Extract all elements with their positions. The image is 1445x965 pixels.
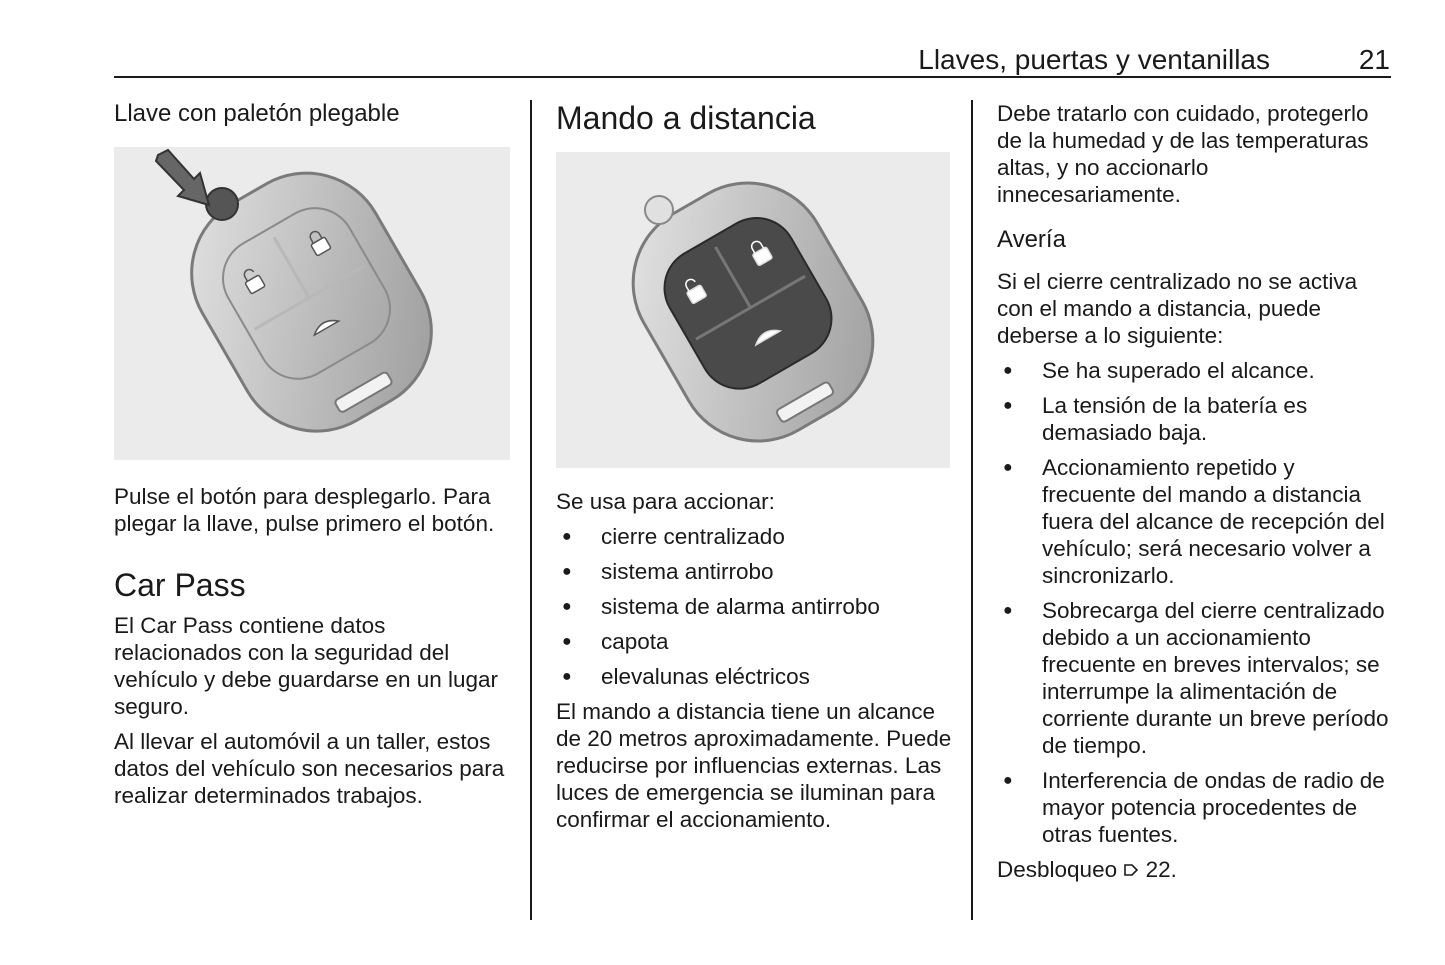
remote-range-paragraph: El mando a distancia tiene un alcance de 20 metros aproximadamente. Puede reducirse por influencias externas. Las luces de emergencia se iluminan para confirmar el accionamiento. <box>556 699 952 832</box>
list-item: ● Accionamiento repetido y frecuente del mando a distancia fuera del alcance de recepción del vehículo; será necesario volver a sincronizarlo. <box>997 454 1393 589</box>
list-item: ● Se ha superado el alcance. <box>997 357 1393 384</box>
fault-subheading: Avería <box>997 226 1066 253</box>
column-divider <box>971 100 973 920</box>
list-item: ● La tensión de la batería es demasiado baja. <box>997 392 1393 446</box>
cross-reference-arrow-icon <box>1123 858 1139 885</box>
remote-control-heading: Mando a distancia <box>556 100 816 136</box>
list-item: ● sistema antirrobo <box>556 558 956 585</box>
car-pass-paragraph: Al llevar el automóvil a un taller, estos datos del vehículo son necesarios para realizar determinados trabajos. <box>114 729 505 808</box>
folding-key-illustration-icon <box>114 147 510 460</box>
running-header-title: Llaves, puertas y ventanillas <box>918 44 1270 75</box>
cross-reference-page: 22. <box>1145 857 1177 882</box>
fault-intro: Si el cierre centralizado no se activa con el mando a distancia, puede deberse a lo siguiente: <box>997 269 1358 348</box>
cross-reference[interactable] <box>997 856 1393 885</box>
folding-key-instruction: Pulse el botón para desplegarlo. Para plegar la llave, pulse primero el botón. <box>114 484 495 536</box>
folding-key-figure <box>114 147 510 460</box>
car-pass-paragraph: El Car Pass contiene datos relacionados con la seguridad del vehículo y debe guardarse en un lugar seguro. <box>114 613 499 719</box>
column-divider <box>530 100 532 920</box>
list-item: ● Interferencia de ondas de radio de mayor potencia procedentes de otras fuentes. <box>997 767 1393 848</box>
list-item: ● capota <box>556 628 956 655</box>
car-pass-heading: Car Pass <box>114 567 246 603</box>
list-item: ● Sobrecarga del cierre centralizado debido a un accionamiento frecuente en breves intervalos; se interrumpe la alimentación de corriente durante un breve período de tiempo. <box>997 597 1393 759</box>
list-item: ● elevalunas eléctricos <box>556 663 956 690</box>
header-rule <box>114 76 1391 78</box>
remote-control-key-illustration-icon <box>556 152 950 468</box>
cross-reference-label: Desbloqueo <box>997 857 1118 882</box>
remote-control-intro: Se usa para accionar: <box>556 489 775 514</box>
list-item: ● sistema de alarma antirrobo <box>556 593 956 620</box>
list-item: ● cierre centralizado <box>556 523 956 550</box>
folding-key-subheading: Llave con paletón plegable <box>114 100 400 127</box>
remote-control-figure <box>556 152 950 468</box>
care-paragraph: Debe tratarlo con cuidado, protegerlo de la humedad y de las temperaturas altas, y no accionarlo innecesariamente. <box>997 101 1369 207</box>
page-number: 21 <box>1358 44 1390 75</box>
